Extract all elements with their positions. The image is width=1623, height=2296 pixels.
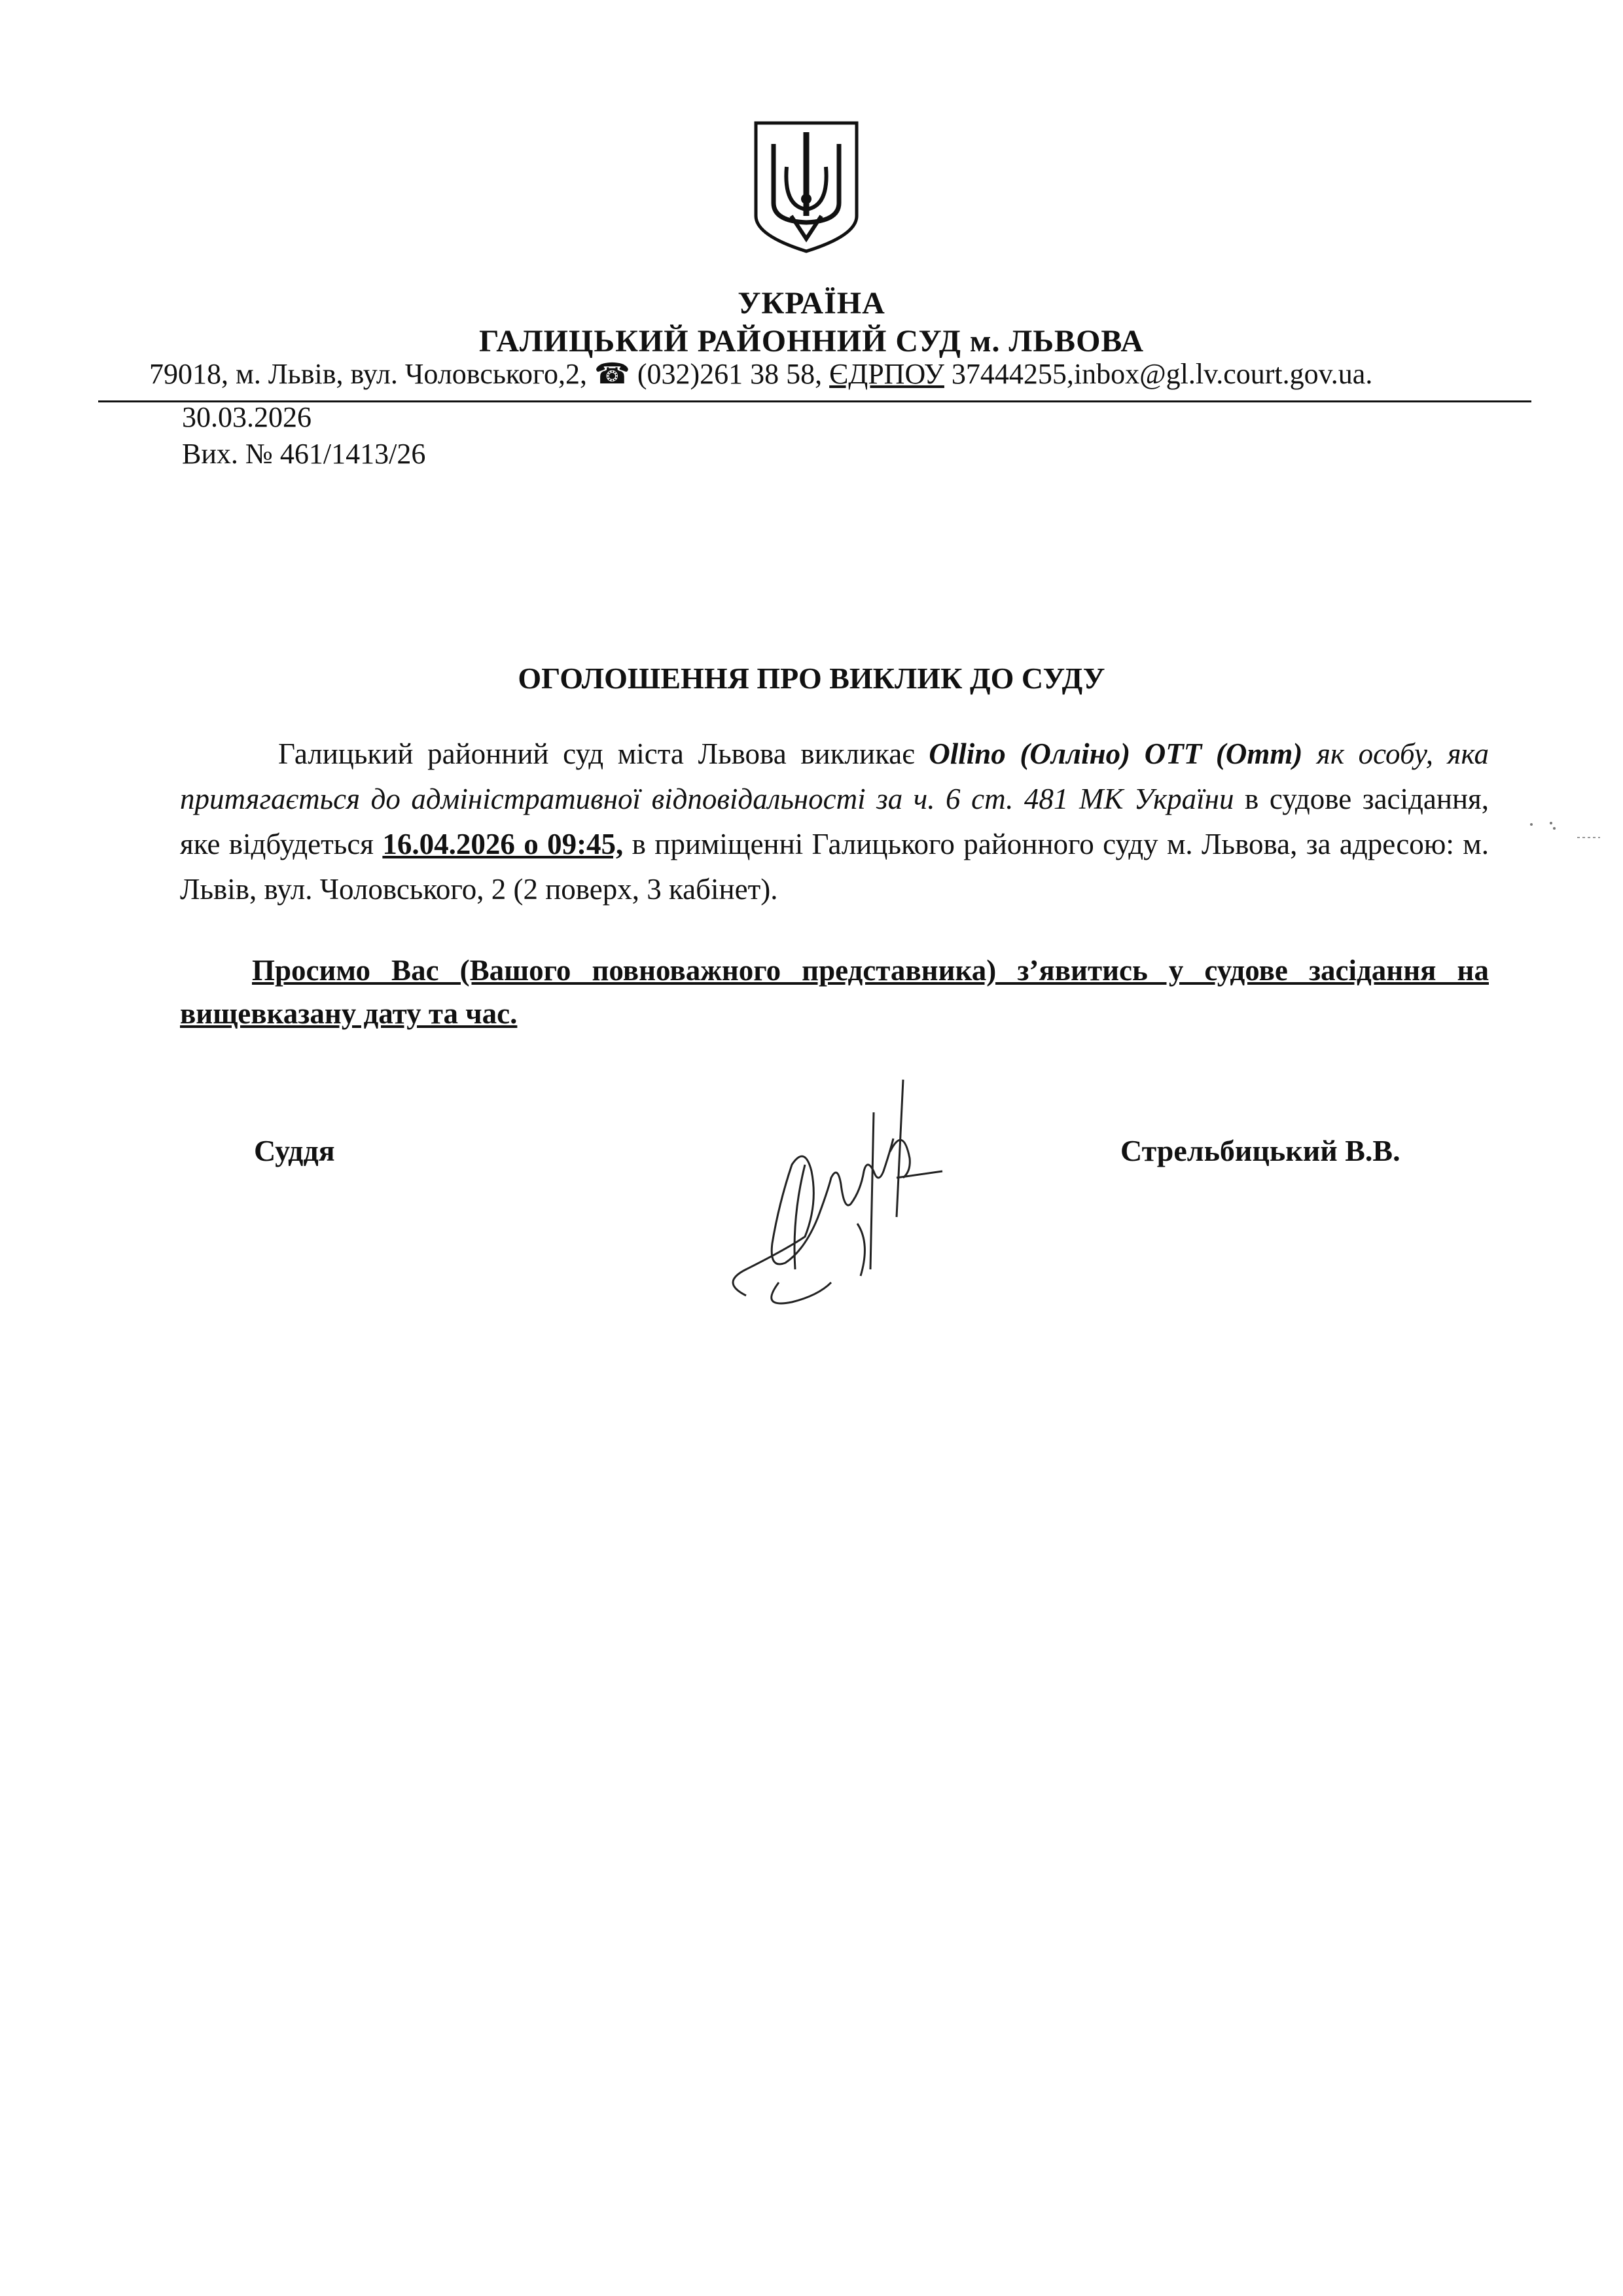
judge-title: Суддя — [254, 1134, 335, 1167]
offence-description: як особу, яка притягається до адміністративної відповідальності за ч. 6 ст. 481 МК України — [180, 737, 1489, 815]
summoned-person: Ollino (Олліно) OTT (Отт) — [929, 737, 1303, 770]
handwritten-signature — [707, 1073, 955, 1322]
country-title: УКРАЇНА — [738, 286, 885, 321]
document-date: 30.03.2026 — [182, 401, 312, 433]
edrpou-label: ЄДРПОУ — [829, 358, 944, 390]
hearing-datetime: 16.04.2026 о 09:45, — [382, 828, 624, 860]
appearance-request: Просимо Вас (Вашого повноважного представника) з’явитись у судове засідання на вищевказану дату та час. — [180, 954, 1489, 1030]
outgoing-number: Вих. № 461/1413/26 — [182, 438, 426, 470]
notice-heading: ОГОЛОШЕННЯ ПРО ВИКЛИК ДО СУДУ — [518, 662, 1105, 695]
judge-name: Стрельбицький В.В. — [1120, 1134, 1400, 1167]
court-name: ГАЛИЦЬКИЙ РАЙОННИЙ СУД м. ЛЬВОВА — [478, 324, 1145, 359]
edrpou-and-email: 37444255,inbox@gl.lv.court.gov.ua. — [951, 358, 1373, 390]
court-phone: (032)261 38 58, — [637, 358, 823, 390]
court-contacts — [149, 357, 1372, 391]
notice-text-1: Галицький районний суд міста Львова викликає — [278, 737, 929, 770]
court-address: 79018, м. Львів, вул. Чоловського,2, — [149, 358, 588, 390]
telephone-icon: ☎ — [594, 358, 630, 390]
notice-text-2: в судове засідання, яке відбудеться — [180, 783, 1489, 860]
scan-artifacts — [1525, 811, 1603, 864]
notice-body — [180, 732, 1489, 912]
notice-text-3: в приміщенні Галицького районного суду м. Львова, за адресою: м. Львів, вул. Чоловського, 2 (2 поверх, 3 кабінет). — [180, 828, 1489, 906]
header-divider — [98, 400, 1531, 402]
trident-coat-of-arms-icon — [751, 118, 862, 255]
